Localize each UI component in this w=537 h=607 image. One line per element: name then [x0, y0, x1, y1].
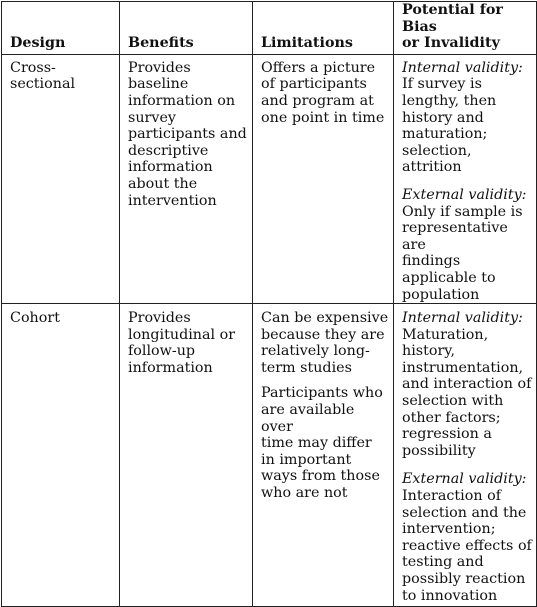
- external-validity-block: [402, 471, 533, 604]
- external-validity-label: External validity:: [402, 186, 527, 203]
- cell-limitations: [253, 304, 394, 607]
- benefits-text: Provides longitudinal or follow-up information: [128, 310, 236, 376]
- cell-bias: [394, 54, 537, 303]
- cell-design: [2, 54, 120, 303]
- header-limitations: [253, 2, 394, 55]
- external-validity-label: External validity:: [402, 471, 527, 488]
- internal-validity-block: [402, 60, 533, 176]
- external-validity-text: Interaction of selection and the intervention; reactive effects of testing and possibly reaction to innovation: [402, 488, 532, 604]
- header-limitations-label: Limitations: [261, 35, 353, 52]
- header-row: [2, 2, 537, 55]
- internal-validity-label: Internal validity:: [402, 310, 523, 327]
- cell-benefits: [120, 304, 253, 607]
- cell-limitations: [253, 54, 394, 303]
- design-name: Cross- sectional: [10, 59, 76, 93]
- header-benefits: [120, 2, 253, 55]
- external-validity-text: Only if sample is representative are findings applicable to population: [402, 203, 523, 303]
- limitation-paragraph: Participants who are available over time may differ in important ways from those who are not: [261, 385, 383, 502]
- table-row-cross-sectional: [2, 54, 537, 303]
- header-benefits-label: Benefits: [128, 35, 194, 52]
- header-bias-label: Potential for Bias or Invalidity: [402, 2, 503, 52]
- internal-validity-label: Internal validity:: [402, 59, 523, 76]
- internal-validity-text: If survey is lengthy, then history and maturation; selection, attrition: [402, 76, 497, 176]
- internal-validity-block: [402, 310, 533, 459]
- internal-validity-text: Maturation, history, instrumentation, and interaction of selection with other factors; regression a possibility: [402, 326, 532, 459]
- external-validity-block: [402, 187, 533, 303]
- limitation-paragraph: Offers a picture of participants and program at one point in time: [261, 59, 385, 126]
- header-design: [2, 2, 120, 55]
- cell-design: [2, 304, 120, 607]
- table-row-cohort: [2, 304, 537, 607]
- cell-bias: [394, 304, 537, 607]
- research-design-table: [1, 1, 537, 607]
- header-design-label: Design: [10, 35, 66, 52]
- cell-benefits: [120, 54, 253, 303]
- benefits-text: Provides baseline information on survey participants and descriptive information about the intervention: [128, 59, 247, 209]
- limitation-paragraph: Can be expensive because they are relatively long- term studies: [261, 310, 389, 376]
- design-name: Cohort: [10, 310, 60, 327]
- header-bias: [394, 2, 537, 55]
